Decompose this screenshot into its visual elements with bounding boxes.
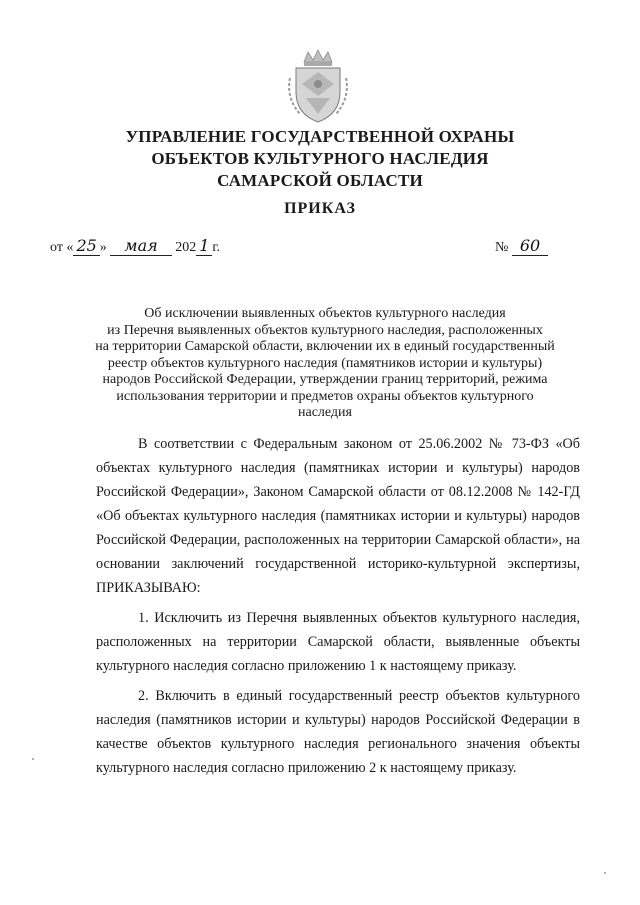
document-type: ПРИКАЗ	[284, 200, 356, 217]
scan-speck	[32, 758, 34, 760]
date-suffix: г.	[212, 240, 221, 255]
subject-line: использования территории и предметов охраны объектов культурного	[116, 388, 534, 404]
order-body	[96, 432, 580, 780]
org-line-1: УПРАВЛЕНИЕ ГОСУДАРСТВЕННОЙ ОХРАНЫ	[125, 127, 515, 146]
order-subject	[95, 306, 555, 422]
scan-speck	[604, 872, 606, 874]
org-line-3: САМАРСКОЙ ОБЛАСТИ	[217, 171, 423, 190]
item-1-paragraph: 1. Исключить из Перечня выявленных объектов культурного наследия, расположенных на территории Самарской области, выявленные объекты культурного наследия согласно приложению 1 к настоящему приказу.	[96, 610, 580, 674]
date-month: мая	[110, 236, 171, 256]
date-prefix: от «	[50, 240, 74, 255]
subject-line: наследия	[298, 405, 352, 420]
subject-line: Об исключении выявленных объектов культурного наследия	[144, 306, 506, 321]
date-year-suffix: 1	[196, 236, 212, 256]
number-prefix: №	[495, 240, 509, 255]
date-year-prefix: 202	[175, 240, 197, 255]
org-line-2: ОБЪЕКТОВ КУЛЬТУРНОГО НАСЛЕДИЯ	[151, 149, 489, 168]
subject-line: на территории Самарской области, включении их в единый государственный	[95, 339, 555, 354]
subject-line: реестр объектов культурного наследия (памятников истории и культуры)	[107, 355, 543, 371]
date-mid: »	[99, 240, 107, 255]
organization-name	[0, 126, 640, 192]
subject-line: из Перечня выявленных объектов культурного наследия, расположенных	[107, 322, 543, 338]
preamble-paragraph: В соответствии с Федеральным законом от 25.06.2002 № 73-ФЗ «Об объектах культурного наследия (памятниках истории и культуры) народов Российской Федерации», Законом Самарской области от 08.12.2008 № 142-ГД «Об объектах культурного наследия (памятниках истории и культуры) народов Российской Федерации, расположенных на территории Самарской области», на основании заключений государственной историко-культурной экспертизы, ПРИКАЗЫВАЮ:	[96, 436, 580, 596]
date-day: 25	[73, 236, 99, 256]
order-number	[495, 236, 548, 256]
coat-of-arms-icon	[282, 48, 354, 124]
date-line	[50, 236, 220, 256]
item-2-paragraph: 2. Включить в единый государственный реестр объектов культурного наследия (памятников истории и культуры) народов Российской Федерации в качестве объектов культурного наследия регионального значения объекты культурного наследия согласно приложению 2 к настоящему приказу.	[96, 688, 580, 776]
number-value: 60	[512, 236, 548, 256]
subject-line: народов Российской Федерации, утверждении границ территорий, режима	[102, 372, 548, 387]
